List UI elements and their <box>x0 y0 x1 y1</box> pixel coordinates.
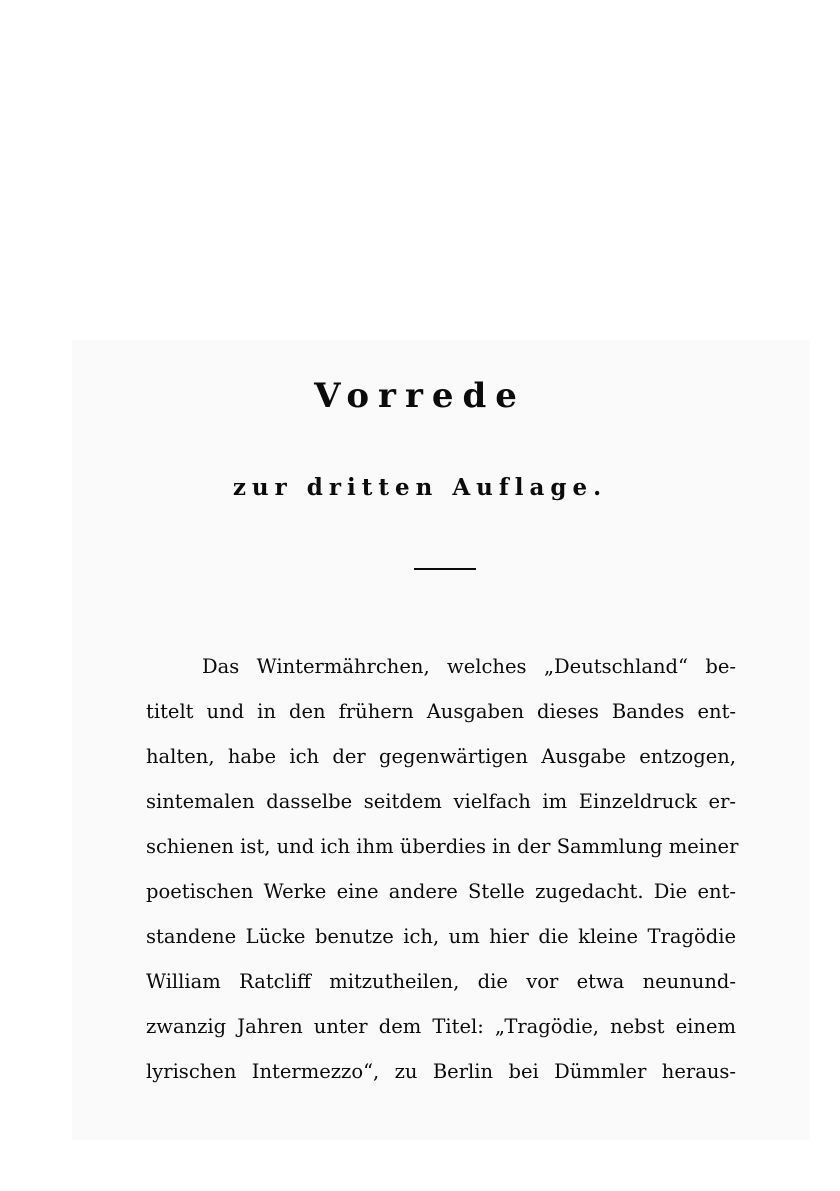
text-line: lyrischen Intermezzo“, zu Berlin bei Dümmler heraus- <box>146 1060 736 1083</box>
page-title: Vorrede <box>314 376 526 416</box>
text-line: halten, habe ich der gegenwärtigen Ausgabe entzogen, <box>146 745 736 768</box>
text-line: standene Lücke benutze ich, um hier die kleine Tragödie <box>146 925 736 948</box>
body-paragraph <box>146 644 739 1094</box>
divider-rule <box>414 568 476 570</box>
page-subtitle: zur dritten Auflage. <box>232 474 608 501</box>
text-line: titelt und in den frühern Ausgaben dieses Bandes ent- <box>146 700 736 723</box>
text-line: Das Wintermährchen, welches „Deutschland“ be- <box>202 655 736 678</box>
text-line: schienen ist, und ich ihm überdies in der Sammlung meiner <box>146 835 739 858</box>
text-line: William Ratcliff mitzutheilen, die vor etwa neunund- <box>146 970 736 993</box>
text-line: sintemalen dasselbe seitdem vielfach im Einzeldruck er- <box>146 790 736 813</box>
text-line: zwanzig Jahren unter dem Titel: „Tragödie, nebst einem <box>146 1015 736 1038</box>
text-line: poetischen Werke eine andere Stelle zugedacht. Die ent- <box>146 880 736 903</box>
